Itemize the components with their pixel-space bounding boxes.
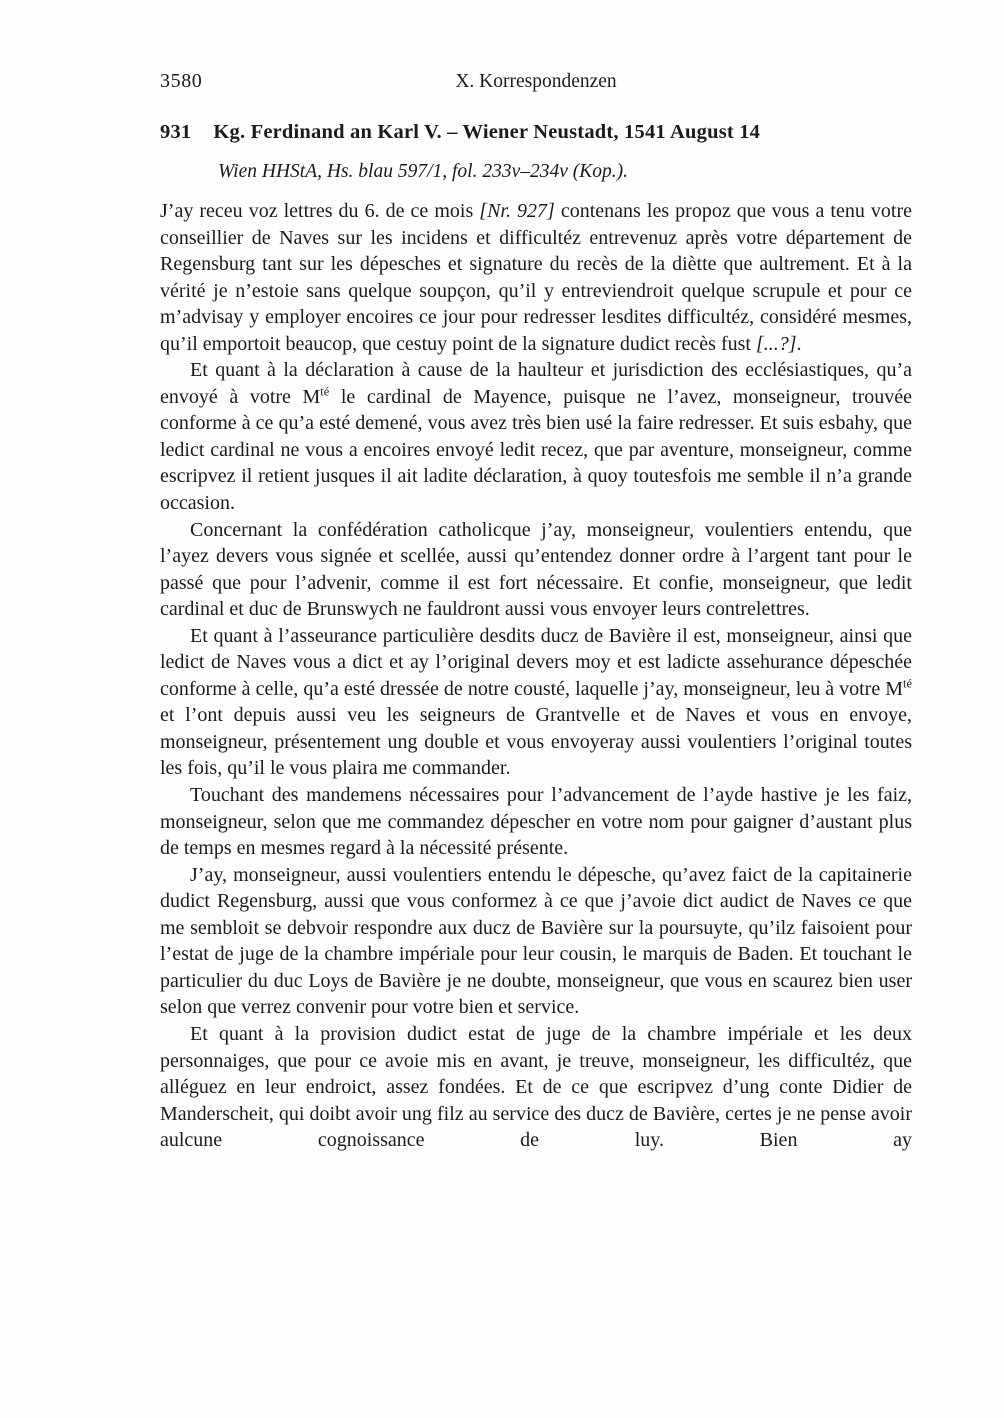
editorial-note: [Nr. 927] [479, 200, 555, 222]
paragraph [160, 357, 912, 516]
page-number: 3580 [160, 70, 203, 92]
entry-heading [160, 121, 912, 144]
text-run: Touchant des mandemens nécessaires pour l’advancement de l’ayde hastive je les faiz, monseigneur, selon que me commandez dépescher en votre nom pour gaigner d’austant plus de temps en mesmes regard à la nécessité présente. [160, 784, 912, 860]
text-run: té [903, 676, 912, 691]
text-run: Et quant à la déclaration à cause de la haulteur et jurisdiction des ecclésiastiques, qu’a envoyé à votre M [160, 359, 912, 408]
editorial-note: [...?] [755, 332, 797, 355]
text-run: . [796, 332, 802, 355]
text-run: Concernant la confédération catholicque j’ay, monseigneur, voulentiers entendu, que l’ayez devers vous signée et scellée, aussi qu’entendez donner ordre à l’argent tant pour le passé que pour l’advenir, comme il est fort nécessaire. Et confie, monseigneur, que ledit cardinal et duc de Brunswych ne fauldront aussi vous envoyer leurs contrelettres. [160, 518, 912, 621]
entry-title: Kg. Ferdinand an Karl V. – Wiener Neustadt, 1541 August 14 [213, 121, 761, 143]
text-run: Et quant à l’asseurance particulière desdits ducz de Bavière il est, monseigneur, ainsi que ledict de Naves vous a dict et ay l’original devers moy et est ladicte assehurance dépeschée conforme à celle, qu’a esté dressée de notre cousté, laquelle j’ay, monseigneur, leu à votre M [160, 624, 912, 700]
text-run: J’ay, monseigneur, aussi voulentiers entendu le dépesche, qu’avez faict de la capitainerie dudict Regensburg, aussi que vous conformez à ce que j’avoie dict audict de Naves ce que me sembloit se debvoir respondre aux ducz de Bavière sur la poursuyte, qu’ilz faisoient pour l’estat de juge de la chambre impériale pour leur cousin, le marquis de Baden. Et touchant le particulier du duc Loys de Bavière je ne doubte, monseigneur, que vous en scaurez bien user selon que verrez convenir pour votre bien et service. [160, 863, 912, 1019]
paragraph [160, 198, 912, 357]
running-head: X. Korrespondenzen [455, 71, 617, 92]
text-run: le cardinal de Mayence, puisque ne l’avez, monseigneur, trouvée conforme à ce qu’a esté demené, vous avez très bien usé la faire redresser. Et suis esbahy, que ledict cardinal ne vous a encoires envoyé ledit recez, que par aventure, monseigneur, comme escripvez il retient jusques il ait ladite déclaration, à quoy toutesfois me semble il n’a grande occasion. [160, 385, 912, 515]
paragraph [160, 782, 912, 862]
paragraph [160, 1021, 912, 1154]
text-run: J’ay receu voz lettres du 6. de ce mois [160, 200, 480, 222]
paragraph [160, 623, 912, 782]
source-citation: Wien HHStA, Hs. blau 597/1, fol. 233v–234v (Kop.). [218, 161, 629, 182]
text-run: Et quant à la provision dudict estat de juge de la chambre impériale et les deux personnaiges, que pour ce avoie mis en avant, je treuve, monseigneur, les difficultéz, que alléguez en leur endroict, assez fondées. Et de ce que escripvez d’ung conte Didier de Manderscheit, qui doibt avoir ung filz au service des ducz de Bavière, certes je ne pense avoir aulcune cognoissance de luy. Bien ay [160, 1022, 912, 1152]
letter-body [160, 198, 912, 1154]
text-run: té [320, 384, 330, 399]
text-run: contenans les propoz que vous a tenu votre conseillier de Naves sur les incidens et difficultéz entrevenuz après votre département de Regensburg tant sur les dépesches et signature du recès de la diètte que aultrement. Et à la vérité je n’estoie sans quelque soupçon, qu’il y entreviendroit quelque scrupule et pour ce m’advisay y employer encoires ce jour pour redresser lesdites difficultéz, considéré mesmes, qu’il emportoit beaucop, que cestuy point de la signature dudict recès fust [160, 200, 912, 355]
text-run: et l’ont depuis aussi veu les seigneurs de Grantvelle et de Naves et vous en envoye, monseigneur, présentement ung double et vous envoyeray aussi voulentiers l’original toutes les fois, qu’il le vous plaira me commander. [160, 704, 912, 780]
entry-number: 931 [160, 121, 192, 143]
paragraph [160, 517, 912, 623]
paragraph [160, 862, 912, 1021]
page-header [160, 70, 912, 98]
